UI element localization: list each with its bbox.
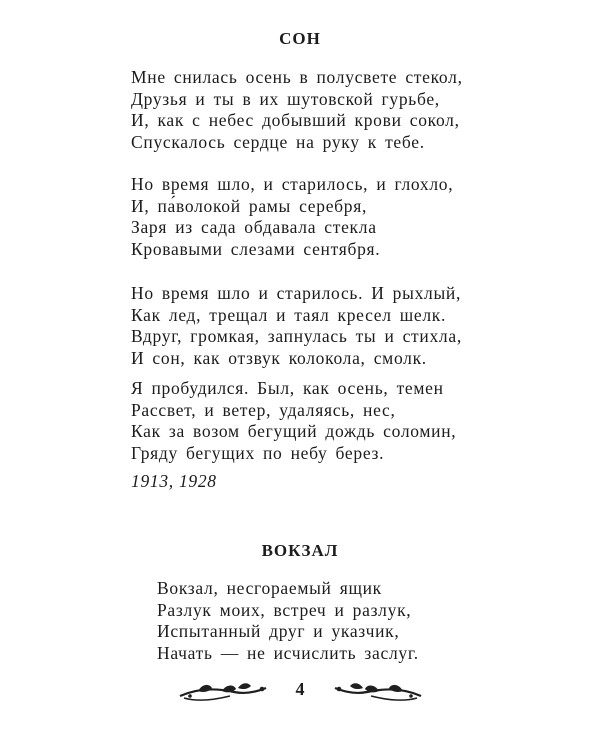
floral-flourish-icon (327, 676, 423, 706)
stanza (131, 174, 453, 260)
poem-date: 1913, 1928 (131, 471, 217, 491)
poem-line: Заря из сада обдавала стекла (131, 217, 377, 237)
page-number: 4 (295, 679, 305, 699)
stanza (157, 578, 419, 664)
poem-line: Кровавыми слезами сентября. (131, 238, 381, 259)
poem-line: Рассвет, и ветер, удаляясь, нес, (131, 399, 396, 420)
poem-title: СОН (279, 29, 321, 48)
poem-line: И сон, как отзвук колокола, смолк. (131, 347, 427, 368)
stanza (131, 67, 463, 153)
poem-line: Как за возом бегущий дождь соломин, (131, 421, 457, 441)
poem-line: И, па́волокой рамы серебря, (131, 195, 368, 216)
poem-line: Разлук моих, встреч и разлук, (157, 599, 412, 620)
poem-line: Я пробудился. Был, как осень, темен (131, 378, 444, 398)
poem-line: Начать — не исчислить заслуг. (157, 642, 419, 663)
poem-line: Спускалось сердце на руку к тебе. (131, 131, 425, 152)
poem-line: Но время шло, и старилось, и глохло, (131, 174, 454, 194)
poem-line: Как лед, трещал и таял кресел шелк. (131, 304, 447, 325)
stanza (131, 283, 462, 369)
poem-line: Но время шло и старилось. И рыхлый, (131, 283, 462, 303)
poem-line: Вдруг, громкая, запнулась ты и стихла, (131, 326, 462, 346)
stanza (131, 378, 456, 464)
poem-line: Мне снилась осень в полусвете стекол, (131, 67, 463, 87)
poem-line: Испытанный друг и указчик, (157, 621, 400, 641)
poem-line: Гряду бегущих по небу берез. (131, 442, 385, 463)
page-footer (0, 676, 600, 706)
poem-title: ВОКЗАЛ (261, 541, 339, 560)
poem-line: И, как с небес добывший крови сокол, (131, 110, 460, 130)
poem-line: Вокзал, несгораемый ящик (157, 578, 382, 598)
poem-line: Друзья и ты в их шутовской гурьбе, (131, 88, 440, 109)
